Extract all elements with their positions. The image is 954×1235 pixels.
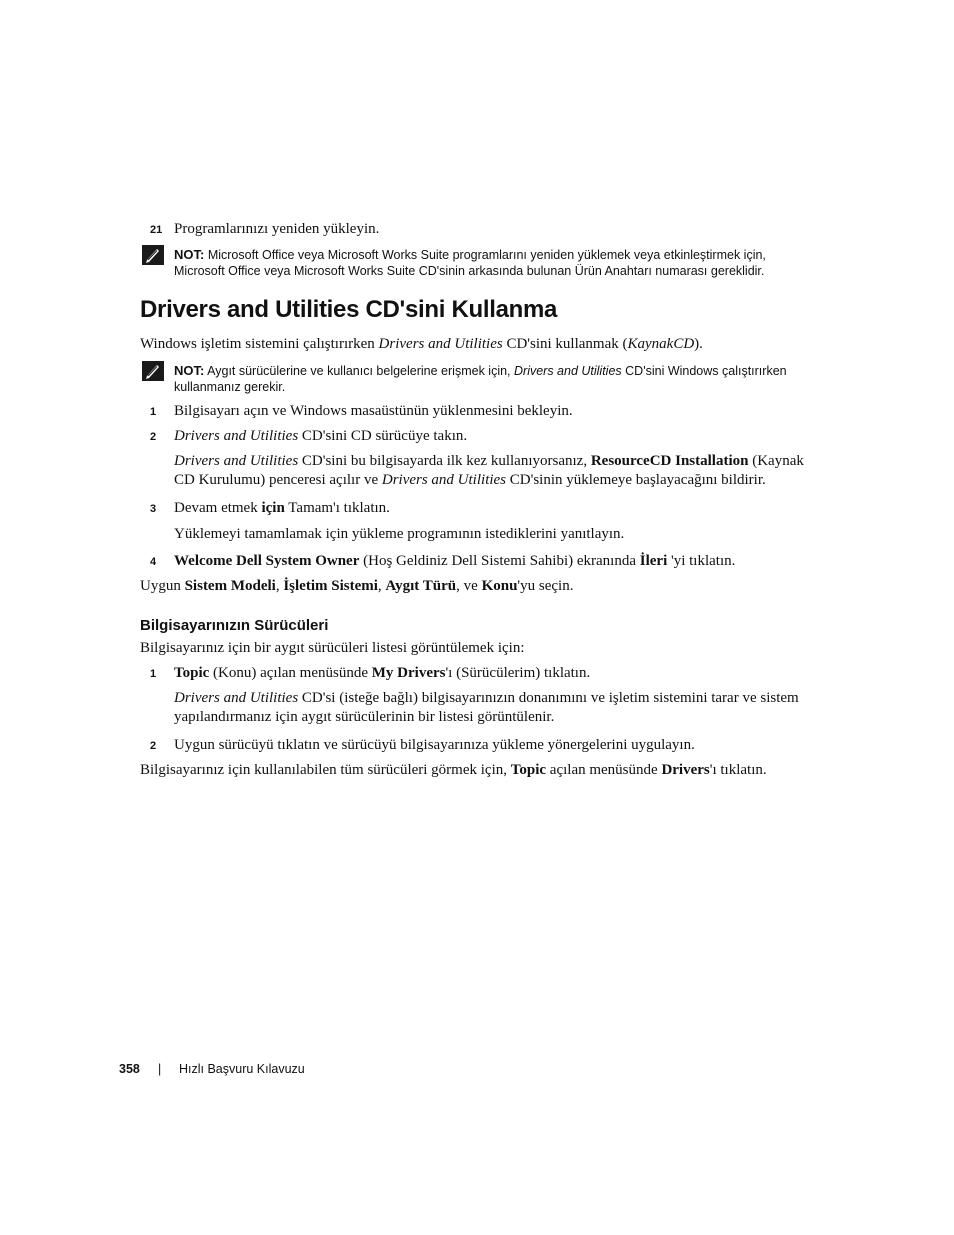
- text-run: 'yi tıklatın.: [667, 553, 736, 569]
- italic-run: Drivers and Utilities: [174, 453, 299, 469]
- text-run: CD'si (isteğe bağlı) bilgisayarınızın donanımını ve işletim sistemini tarar ve sistem: [298, 690, 799, 706]
- step-number: 21: [150, 224, 163, 236]
- note-line: Microsoft Office veya Microsoft Works Suite CD'sinin arkasında bulunan Ürün Anahtarı numarası gereklidir.: [174, 264, 765, 278]
- bold-run: Aygıt Türü: [385, 578, 457, 594]
- step-number: 2: [150, 740, 157, 752]
- text-run: CD'sini Windows çalıştırırken: [621, 364, 787, 378]
- text-run: , ve: [456, 578, 482, 594]
- bold-run: Sistem Modeli: [184, 578, 276, 594]
- bold-run: Welcome Dell System Owner: [174, 553, 360, 569]
- note-text: [174, 247, 814, 279]
- text-run: Aygıt sürücülerine ve kullanıcı belgelerine erişmek için,: [204, 364, 514, 378]
- text-run: (Hoş Geldiniz Dell Sistemi Sahibi) ekranında: [359, 553, 640, 569]
- text-run: kullanmanız gerekir.: [174, 380, 286, 394]
- step-number: 2: [150, 431, 157, 443]
- step-paragraph: Yüklemeyi tamamlamak için yükleme programının istediklerini yanıtlayın.: [174, 526, 625, 542]
- paragraph: [140, 577, 830, 596]
- text-run: açılan menüsünde: [546, 762, 662, 778]
- step-text: Bilgisayarı açın ve Windows masaüstünün yüklenmesini bekleyin.: [174, 403, 573, 419]
- footer-title: Hızlı Başvuru Kılavuzu: [179, 1062, 305, 1076]
- text-run: 'ı tıklatın.: [709, 762, 767, 778]
- step-text: [174, 664, 824, 683]
- bold-run: İleri: [639, 553, 668, 569]
- note-pencil-icon: [142, 245, 164, 265]
- paragraph: Bilgisayarınız için bir aygıt sürücüleri listesi görüntülemek için:: [140, 640, 525, 656]
- text-run: 'ı (Sürücülerim) tıklatın.: [445, 665, 591, 681]
- italic-run: Drivers and Utilities: [174, 690, 299, 706]
- text-run: ,: [275, 578, 284, 594]
- note-label: NOT:: [174, 363, 205, 378]
- paragraph: [140, 335, 830, 354]
- italic-run: Drivers and Utilities: [381, 472, 507, 488]
- note-label: NOT:: [174, 247, 205, 262]
- text-run: ).: [694, 336, 703, 352]
- step-text: [174, 499, 824, 518]
- text-run: Devam etmek: [174, 500, 262, 516]
- bold-run: İşletim Sistemi: [283, 578, 378, 594]
- text-run: CD'sini CD sürücüye takın.: [298, 428, 468, 444]
- step-text: Programlarınızı yeniden yükleyin.: [174, 221, 380, 237]
- step-text: [174, 552, 824, 571]
- note-text: [174, 363, 814, 395]
- bold-run: Drivers: [661, 762, 710, 778]
- step-paragraph: [174, 452, 824, 490]
- text-run: (Konu) açılan menüsünde: [209, 665, 372, 681]
- step-number: 3: [150, 503, 157, 515]
- page-number: 358: [119, 1062, 140, 1076]
- step-paragraph: [174, 689, 824, 727]
- bold-run: Topic: [510, 762, 547, 778]
- step-number: 1: [150, 406, 157, 418]
- italic-run: Drivers and Utilities: [174, 428, 299, 444]
- text-run: (Kaynak: [748, 453, 804, 469]
- bold-run: Konu: [481, 578, 518, 594]
- footer-separator: |: [158, 1062, 162, 1076]
- text-run: CD'sini kullanmak (: [502, 336, 628, 352]
- text-run: Uygun: [140, 578, 185, 594]
- subsection-heading: Bilgisayarınızın Sürücüleri: [140, 617, 329, 634]
- text-run: Bilgisayarınız için kullanılabilen tüm sürücüleri görmek için,: [140, 762, 511, 778]
- paragraph: [140, 761, 830, 780]
- text-run: CD'sini bu bilgisayarda ilk kez kullanıyorsanız,: [298, 453, 591, 469]
- text-run: CD Kurulumu) penceresi açılır ve: [174, 472, 382, 488]
- bold-run: Topic: [174, 665, 210, 681]
- bold-run: için: [261, 500, 285, 516]
- text-run: 'yu seçin.: [517, 578, 574, 594]
- section-heading: Drivers and Utilities CD'sini Kullanma: [140, 296, 558, 323]
- italic-run: KaynakCD: [627, 336, 695, 352]
- text-run: Tamam'ı tıklatın.: [284, 500, 390, 516]
- step-number: 4: [150, 556, 157, 568]
- step-text: [174, 427, 824, 446]
- step-text: Uygun sürücüyü tıklatın ve sürücüyü bilgisayarınıza yükleme yönergelerini uygulayın.: [174, 737, 695, 753]
- note-line: Microsoft Office veya Microsoft Works Suite programlarını yeniden yüklemek veya etkinleştirmek için,: [207, 248, 766, 262]
- text-run: Windows işletim sistemini çalıştırırken: [140, 336, 379, 352]
- bold-run: ResourceCD Installation: [590, 453, 749, 469]
- text-run: ,: [377, 578, 386, 594]
- note-pencil-icon: [142, 361, 164, 381]
- italic-run: Drivers and Utilities: [514, 364, 622, 378]
- bold-run: My Drivers: [371, 665, 446, 681]
- step-number: 1: [150, 668, 157, 680]
- italic-run: Drivers and Utilities: [378, 336, 503, 352]
- text-run: yapılandırmanız için aygıt sürücülerinin bir listesi görüntülenir.: [174, 709, 555, 725]
- text-run: CD'sinin yüklemeye başlayacağını bildirir.: [506, 472, 766, 488]
